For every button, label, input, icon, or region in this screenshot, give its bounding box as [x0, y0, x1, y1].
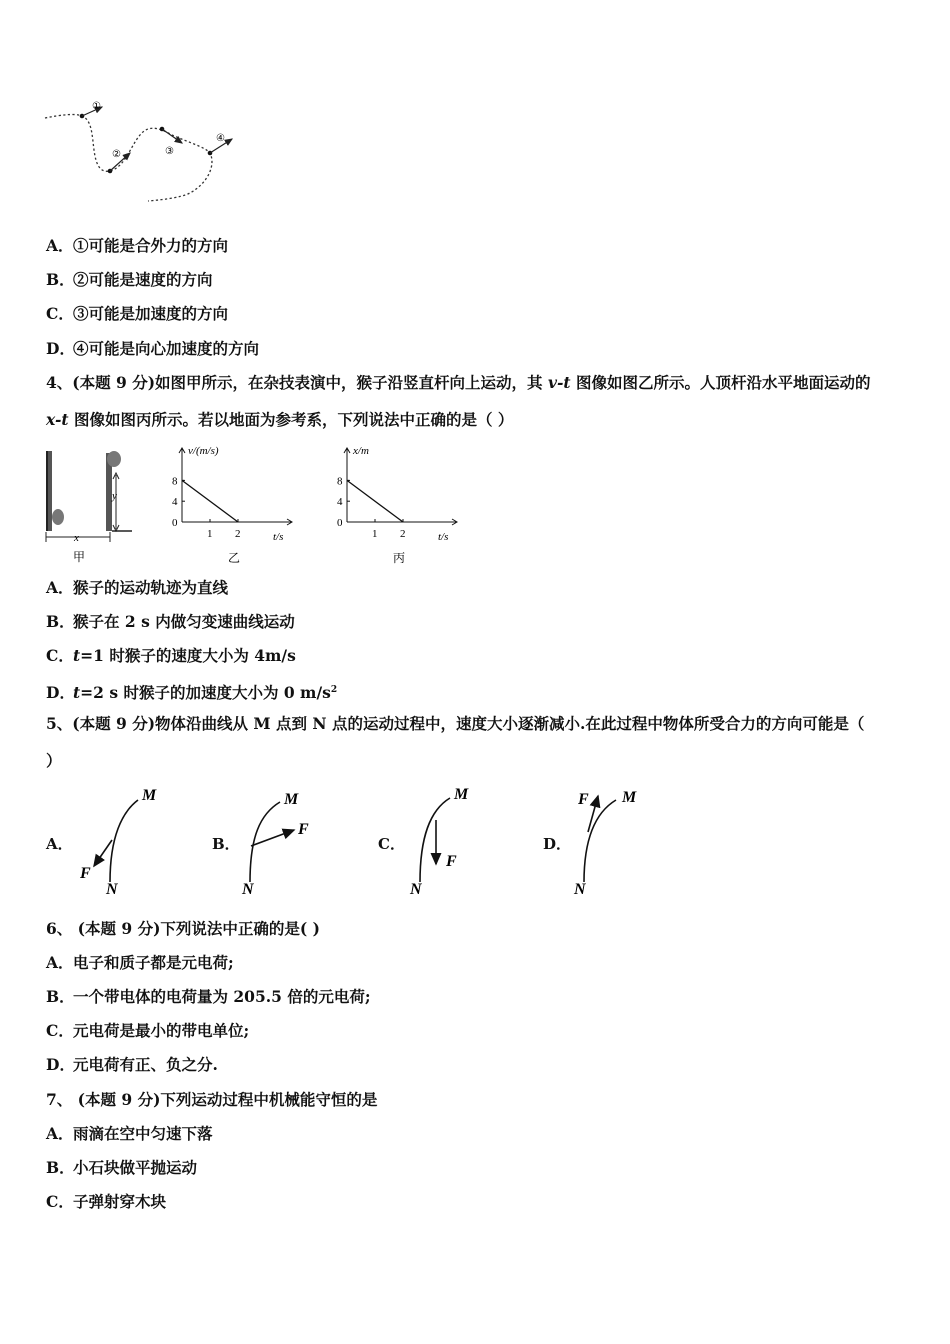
q5-option-d-letter[interactable]: D．: [543, 835, 572, 853]
q6-option-b[interactable]: B．一个带电体的电荷量为 205.5 倍的元电荷;: [46, 987, 371, 1006]
y-axis-label: v/(m/s): [188, 445, 219, 457]
M-label: M: [622, 789, 637, 806]
series-line: [347, 480, 403, 522]
trajectory-curve: [45, 115, 212, 201]
q5-option-a-letter[interactable]: A．: [46, 835, 73, 853]
q4-figure-yi-vt-chart: [160, 440, 300, 568]
q6-option-a[interactable]: A．电子和质子都是元电荷;: [46, 953, 234, 972]
q5-option-d-figure[interactable]: [568, 782, 668, 897]
F-label: F: [578, 791, 589, 808]
q3-option-d[interactable]: D．④可能是向心加速度的方向: [46, 339, 260, 358]
y-tick-label: 4: [172, 496, 178, 509]
N-label: N: [410, 881, 422, 897]
q7-stem: 7、 (本题 9 分)下列运动过程中机械能守恒的是: [46, 1090, 378, 1109]
y-tick-label: 8: [337, 475, 343, 488]
F-label: F: [298, 821, 309, 838]
q4-figure-jia: [40, 445, 140, 567]
series-line: [182, 480, 238, 522]
caption-bing: 丙: [393, 551, 406, 565]
q7-option-c[interactable]: C．子弹射穿木块: [46, 1192, 167, 1211]
q7-option-a[interactable]: A．雨滴在空中匀速下落: [46, 1124, 213, 1143]
q6-option-c[interactable]: C．元电荷是最小的带电单位;: [46, 1021, 250, 1040]
y-axis-label: x/m: [353, 445, 369, 457]
x-axis-label: t/s: [438, 531, 449, 543]
x-tick-label: 1: [372, 528, 378, 540]
q4-stem-line2: x-t 图像如图丙所示。若以地面为参考系，下列说法中正确的是（ ）: [46, 410, 514, 429]
caption-jia: 甲: [73, 550, 86, 564]
q5-option-a-figure[interactable]: [72, 782, 172, 897]
q4-figure-bing-xt-chart: [325, 440, 465, 568]
x-tick-label: 2: [400, 528, 406, 540]
N-label: N: [242, 881, 254, 897]
y-tick-label: 4: [337, 496, 343, 509]
q4-stem-line1: 4、(本题 9 分)如图甲所示，在杂技表演中，猴子沿竖直杆向上运动，其 v-t 图像如图乙所示。人顶杆沿水平地面运动的: [46, 373, 871, 392]
N-label: N: [574, 881, 586, 897]
y-tick-label: 0: [172, 517, 178, 529]
q3-option-a[interactable]: A．①可能是合外力的方向: [46, 236, 229, 255]
q4-option-c[interactable]: C．t=1 时猴子的速度大小为 4m/s: [46, 646, 296, 665]
label-3: ③: [165, 146, 174, 157]
q5-stem-line1: 5、(本题 9 分)物体沿曲线从 M 点到 N 点的运动过程中，速度大小逐渐减小.在此过程中物体所受合力的方向可能是（: [46, 714, 865, 733]
x-axis-label: t/s: [273, 531, 284, 543]
q3-option-c[interactable]: C．③可能是加速度的方向: [46, 304, 229, 323]
q3-option-b[interactable]: B．②可能是速度的方向: [46, 270, 213, 289]
q3-trajectory-figure: [40, 95, 250, 210]
x-tick-label: 2: [235, 528, 241, 540]
x-label: x: [74, 532, 79, 544]
y-label: y: [112, 490, 117, 502]
label-4: ④: [216, 133, 225, 144]
M-label: M: [454, 786, 469, 803]
q4-option-b[interactable]: B．猴子在 2 s 内做匀变速曲线运动: [46, 612, 295, 631]
label-1: ①: [92, 101, 101, 112]
F-label: F: [80, 865, 91, 882]
q5-option-c-figure[interactable]: [402, 782, 502, 897]
M-label: M: [284, 791, 299, 808]
N-label: N: [106, 881, 118, 897]
y-tick-label: 0: [337, 517, 343, 529]
caption-yi: 乙: [228, 551, 241, 565]
q6-option-d[interactable]: D．元电荷有正、负之分.: [46, 1055, 218, 1074]
q5-stem-line2: ）: [46, 751, 62, 770]
label-2: ②: [112, 149, 121, 160]
q6-stem: 6、 (本题 9 分)下列说法中正确的是( ): [46, 919, 320, 938]
q5-option-b-figure[interactable]: [236, 782, 336, 897]
F-label: F: [446, 853, 457, 870]
x-tick-label: 1: [207, 528, 213, 540]
q7-option-b[interactable]: B．小石块做平抛运动: [46, 1158, 198, 1177]
y-tick-label: 8: [172, 475, 178, 488]
q4-option-a[interactable]: A．猴子的运动轨迹为直线: [46, 578, 229, 597]
q4-option-d[interactable]: D．t=2 s 时猴子的加速度大小为 0 $m/s^2$: [46, 683, 338, 703]
q5-option-b-letter[interactable]: B．: [212, 835, 240, 853]
M-label: M: [142, 787, 157, 804]
q5-option-c-letter[interactable]: C．: [378, 835, 405, 853]
